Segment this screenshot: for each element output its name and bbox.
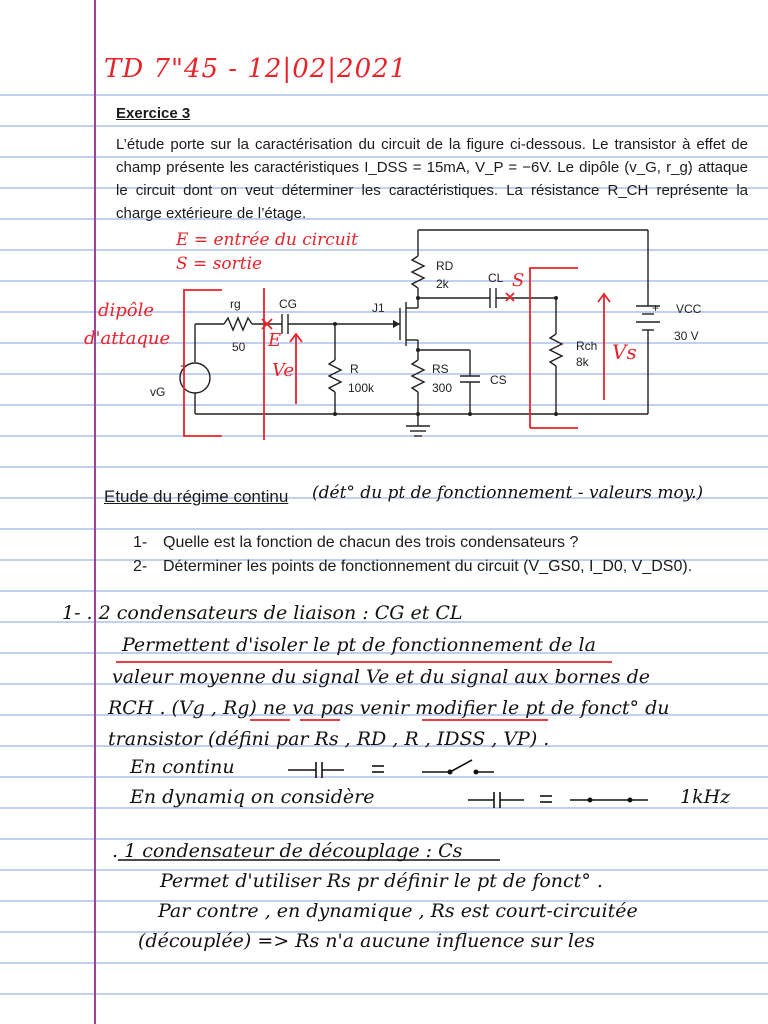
annotation-vs: Vs [612, 340, 637, 364]
section-note: (dét° du pt de fonctionnement - valeurs moy.) [312, 483, 704, 503]
rch-value: 8k [576, 355, 589, 369]
rs-value: 300 [432, 381, 453, 395]
r-label: R [350, 362, 359, 376]
handwritten-title: TD 7"45 - 12|02|2021 [104, 54, 408, 84]
answer-line-5: transistor (défini par Rs , RD , R , IDSS , VP) . [108, 728, 550, 750]
question-2: 2- Déterminer les points de fonctionnement du circuit (V_GS0, I_D0, V_DS0). [133, 558, 693, 575]
annotation-s-mark: S [512, 270, 525, 291]
j1-label: J1 [372, 301, 385, 315]
rs-label: RS [432, 362, 449, 376]
annotation-s-def: S = sortie [176, 254, 263, 274]
vcc-label: VCC [676, 302, 702, 316]
answer-line-7: En dynamiq on considère [130, 786, 375, 808]
annotation-dipole-2: d'attaque [84, 328, 171, 349]
answer-line-1: 1- . 2 condensateurs de liaison : CG et CL [62, 602, 463, 624]
cs-label: CS [490, 373, 507, 387]
answer-line-8: . 1 condensateur de découplage : Cs [112, 840, 463, 862]
svg-text:+: + [652, 301, 660, 315]
cl-label: CL [488, 271, 504, 285]
answer-line-11: (découplée) => Rs n'a aucune influence sur les [138, 930, 595, 952]
question-1: 1- Quelle est la fonction de chacun des trois condensateurs ? [133, 534, 579, 551]
section-title: Etude du régime continu [104, 487, 289, 506]
vg-label: vG [150, 385, 166, 399]
annotation-dipole-1: dipôle [98, 300, 155, 321]
exercise-title: Exercice 3 [116, 105, 191, 122]
r-value: 100k [348, 381, 375, 395]
answer-line-3: valeur moyenne du signal Ve et du signal aux bornes de [112, 666, 651, 688]
rg-value: 50 [232, 340, 246, 354]
rch-label: Rch [576, 339, 598, 353]
answer-line-freq: 1kHz [680, 786, 731, 808]
annotation-ve: Ve [272, 360, 294, 381]
answer-line-9: Permet d'utiliser Rs pr définir le pt de fonct° . [160, 870, 603, 892]
svg-text:+: + [180, 359, 188, 373]
rd-label: RD [436, 259, 454, 273]
rg-label: rg [230, 297, 241, 311]
answer-line-2: Permettent d'isoler le pt de fonctionnement de la [122, 634, 596, 656]
annotation-e-def: E = entrée du circuit [176, 230, 359, 250]
cg-label: CG [279, 297, 297, 311]
vcc-value: 30 V [674, 329, 699, 343]
annotation-e-mark: E [268, 330, 282, 351]
rd-value: 2k [436, 277, 449, 291]
exercise-statement: L’étude porte sur la caractérisation du circuit de la figure ci-dessous. Le transistor à effet de champ présente les caractéristiques I_DSS = 15mA, V_P = −6V. Le dipôle (v_G, r_g) attaque le circuit dont on veut déterminer les caractéristiques. La résistance R_CH représente la charge extérieure de l’étage. [116, 136, 748, 222]
answer-line-4: RCH . (Vg , Rg) ne va pas venir modifier le pt de fonct° du [108, 697, 670, 719]
answer-line-6: En continu [130, 756, 235, 778]
answer-line-10: Par contre , en dynamique , Rs est court-circuitée [158, 900, 638, 922]
